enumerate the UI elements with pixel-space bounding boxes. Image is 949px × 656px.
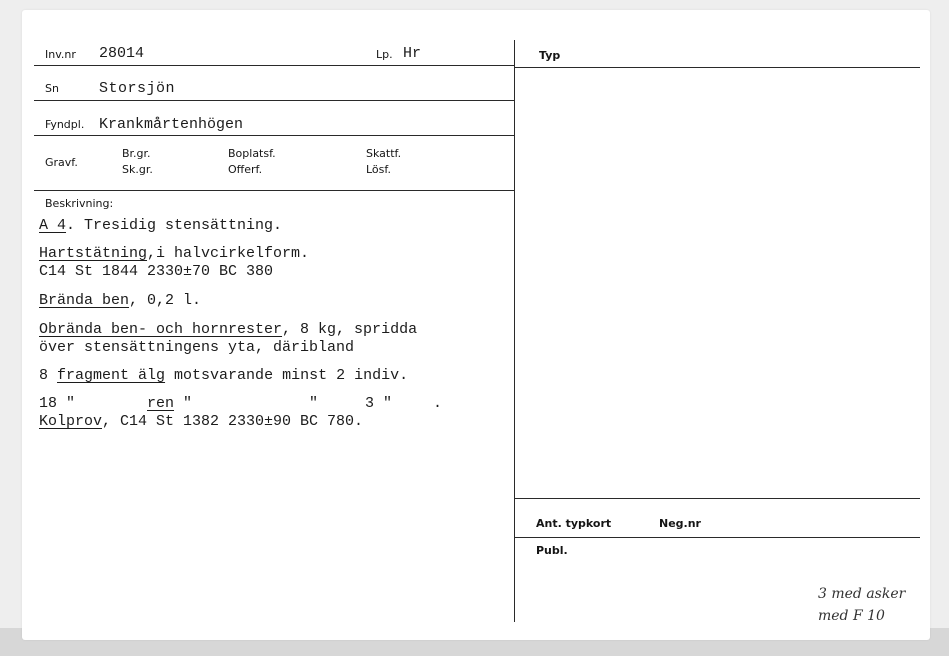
beskrivning-line-6: över stensättningens yta, däribland [39, 339, 355, 356]
gravf-losf: Lösf. [366, 163, 391, 176]
obranda-term: Obrända ben- och hornrester [39, 321, 283, 338]
beskrivning-label: Beskrivning: [45, 197, 114, 210]
beskrivning-line-8f: . [433, 395, 443, 412]
gravf-skattf: Skattf. [366, 147, 402, 160]
rule-sn [34, 100, 514, 101]
invnr-value: 28014 [99, 45, 145, 62]
beskrivning-line-8e: 3 " [365, 395, 393, 412]
rule-inv [34, 65, 514, 66]
column-divider [514, 40, 515, 622]
kolprov-term: Kolprov [39, 413, 103, 430]
beskrivning-line-2: Hartstätning,i halvcirkelform. [39, 245, 310, 262]
beskrivning-line-9: Kolprov, C14 St 1382 2330±90 BC 780. [39, 413, 364, 430]
handwritten-note-1: 3 med asker [818, 586, 906, 602]
rule-gravf [34, 190, 514, 191]
hartstatning-term: Hartstätning [39, 245, 148, 262]
typ-label: Typ [539, 49, 561, 62]
sn-value: Storsjön [99, 80, 176, 97]
lp-label: Lp. [376, 48, 393, 61]
beskrivning-line-3: C14 St 1844 2330±70 BC 380 [39, 263, 274, 280]
fragment-alg-term: fragment älg [57, 367, 166, 384]
rule-ant-typkort [515, 498, 920, 499]
beskrivning-line-1: A 4. Tresidig stensättning. [39, 217, 283, 234]
gravf-label: Gravf. [45, 156, 78, 169]
fyndpl-value: Krankmårtenhögen [99, 116, 244, 133]
beskrivning-line-8d: " [309, 395, 319, 412]
fyndpl-label: Fyndpl. [45, 118, 85, 131]
ren-term: ren [147, 395, 175, 412]
gravf-skgr: Sk.gr. [122, 163, 153, 176]
rule-fyndpl [34, 135, 514, 136]
beskrivning-line-5: Obrända ben- och hornrester, 8 kg, spridda [39, 321, 418, 338]
lp-value: Hr [403, 45, 422, 62]
rule-publ [515, 537, 920, 538]
index-card [22, 10, 930, 640]
gravf-boplatsf: Boplatsf. [228, 147, 276, 160]
beskrivning-line-7: 8 fragment älg motsvarande minst 2 indiv. [39, 367, 409, 384]
handwritten-note-2: med F 10 [818, 608, 885, 624]
gravf-offerf: Offerf. [228, 163, 263, 176]
invnr-label: Inv.nr [45, 48, 76, 61]
gravf-brgr: Br.gr. [122, 147, 151, 160]
branda-ben-term: Brända ben [39, 292, 130, 309]
beskrivning-line-8b: ren " [147, 395, 193, 412]
negnr-label: Neg.nr [659, 517, 701, 530]
publ-label: Publ. [536, 544, 568, 557]
beskrivning-line-8a: 18 " [39, 395, 76, 412]
grave-id: A 4 [39, 217, 67, 234]
ant-typkort-label: Ant. typkort [536, 517, 612, 530]
sn-label: Sn [45, 82, 59, 95]
beskrivning-line-4: Brända ben, 0,2 l. [39, 292, 202, 309]
rule-typ [515, 67, 920, 68]
